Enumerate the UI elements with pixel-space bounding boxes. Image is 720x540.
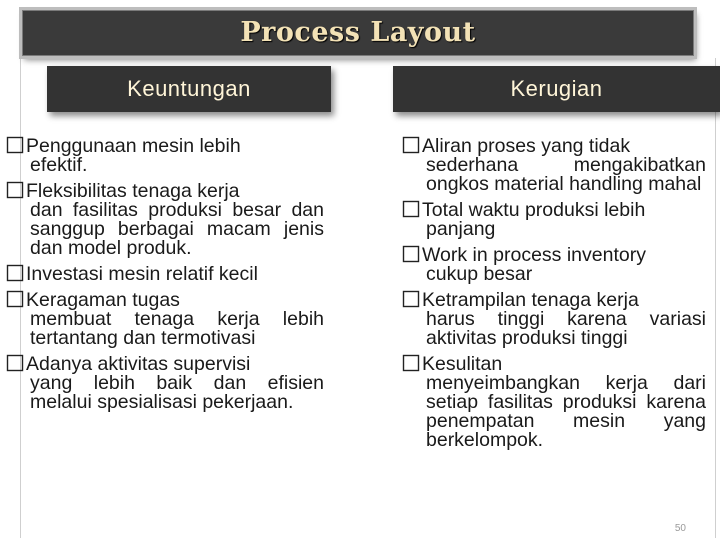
bullet-box-icon [402,200,422,218]
advantages-list [6,136,324,418]
bullet-box-icon [6,354,26,372]
list-item: Penggunaan mesin lebih efektif. [6,136,324,175]
list-item: Work in process inventory cukup besar [402,245,706,284]
list-item: Total waktu produksi lebih panjang [402,200,706,239]
bullet-box-icon [6,181,26,199]
bullet-box-icon [402,136,422,154]
list-item: Keragaman tugas membuat tenaga kerja lebih tertantang dan termotivasi [6,290,324,348]
list-item: Kesulitan menyeimbangkan kerja dari setiap fasilitas produksi karena penempatan mesin yang berkelompok. [402,354,706,450]
bullet-box-icon [402,290,422,308]
disadvantages-list [402,136,706,456]
list-item: Investasi mesin relatif kecil [6,264,324,284]
page-number: 50 [674,523,686,534]
bullet-box-icon [6,136,26,154]
slide-title: Process Layout [240,17,476,48]
list-item: Adanya aktivitas supervisi yang lebih baik dan efisien melalui spesialisasi pekerjaan. [6,354,324,412]
advantages-heading: Keuntungan [47,66,331,112]
list-item: Aliran proses yang tidak sederhana mengakibatkan ongkos material handling mahal [402,136,706,194]
list-item: Fleksibilitas tenaga kerja dan fasilitas produksi besar dan sanggup berbagai macam jenis dan model produk. [6,181,324,258]
bullet-box-icon [402,354,422,372]
list-item: Ketrampilan tenaga kerja harus tinggi karena variasi aktivitas produksi tinggi [402,290,706,348]
bullet-box-icon [6,264,26,282]
title-bar [22,10,694,56]
bullet-box-icon [402,245,422,263]
disadvantages-heading: Kerugian [393,66,720,112]
bullet-box-icon [6,290,26,308]
